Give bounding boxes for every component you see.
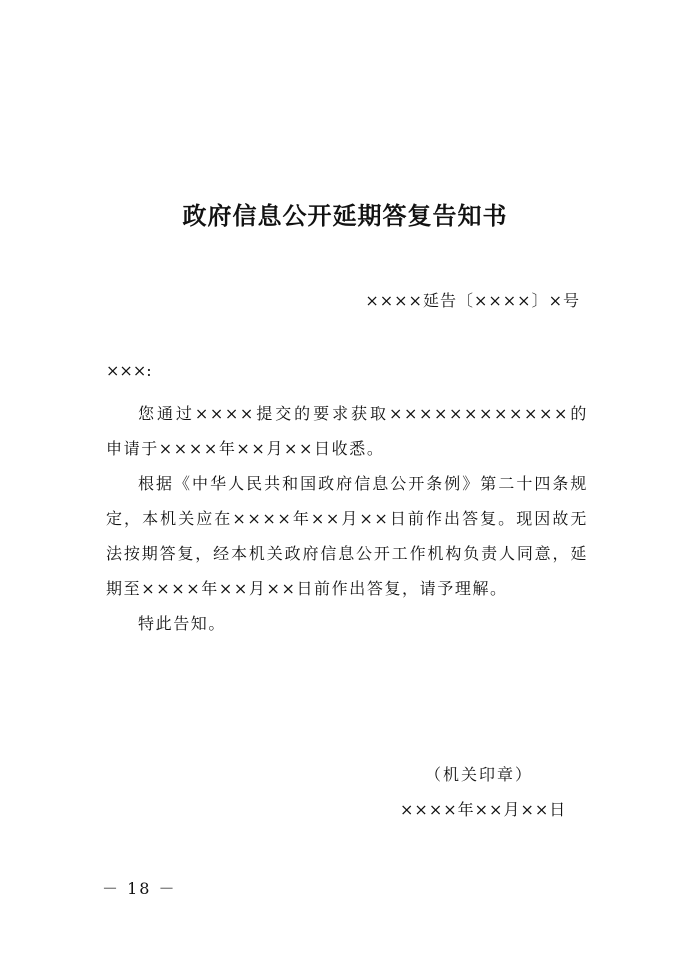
document-body <box>106 396 588 641</box>
body-paragraph: 您通过××××提交的要求获取××××××××××××的申请于××××年××月××日收悉。 <box>106 404 588 458</box>
seal-placeholder: （机关印章） <box>425 765 534 784</box>
page-number: － 18 － <box>102 879 177 898</box>
body-paragraph: 根据《中华人民共和国政府信息公开条例》第二十四条规定，本机关应在××××年××月××日前作出答复。现因故无法按期答复，经本机关政府信息公开工作机构负责人同意，延期至××××年××月××日前作出答复，请予理解。 <box>106 474 588 598</box>
document-title: 政府信息公开延期答复告知书 <box>182 201 508 230</box>
salutation: ×××: <box>106 361 152 380</box>
document-date: ××××年××月××日 <box>400 800 567 819</box>
document-number: ××××延告〔××××〕×号 <box>365 291 580 310</box>
body-paragraph: 特此告知。 <box>138 614 227 633</box>
